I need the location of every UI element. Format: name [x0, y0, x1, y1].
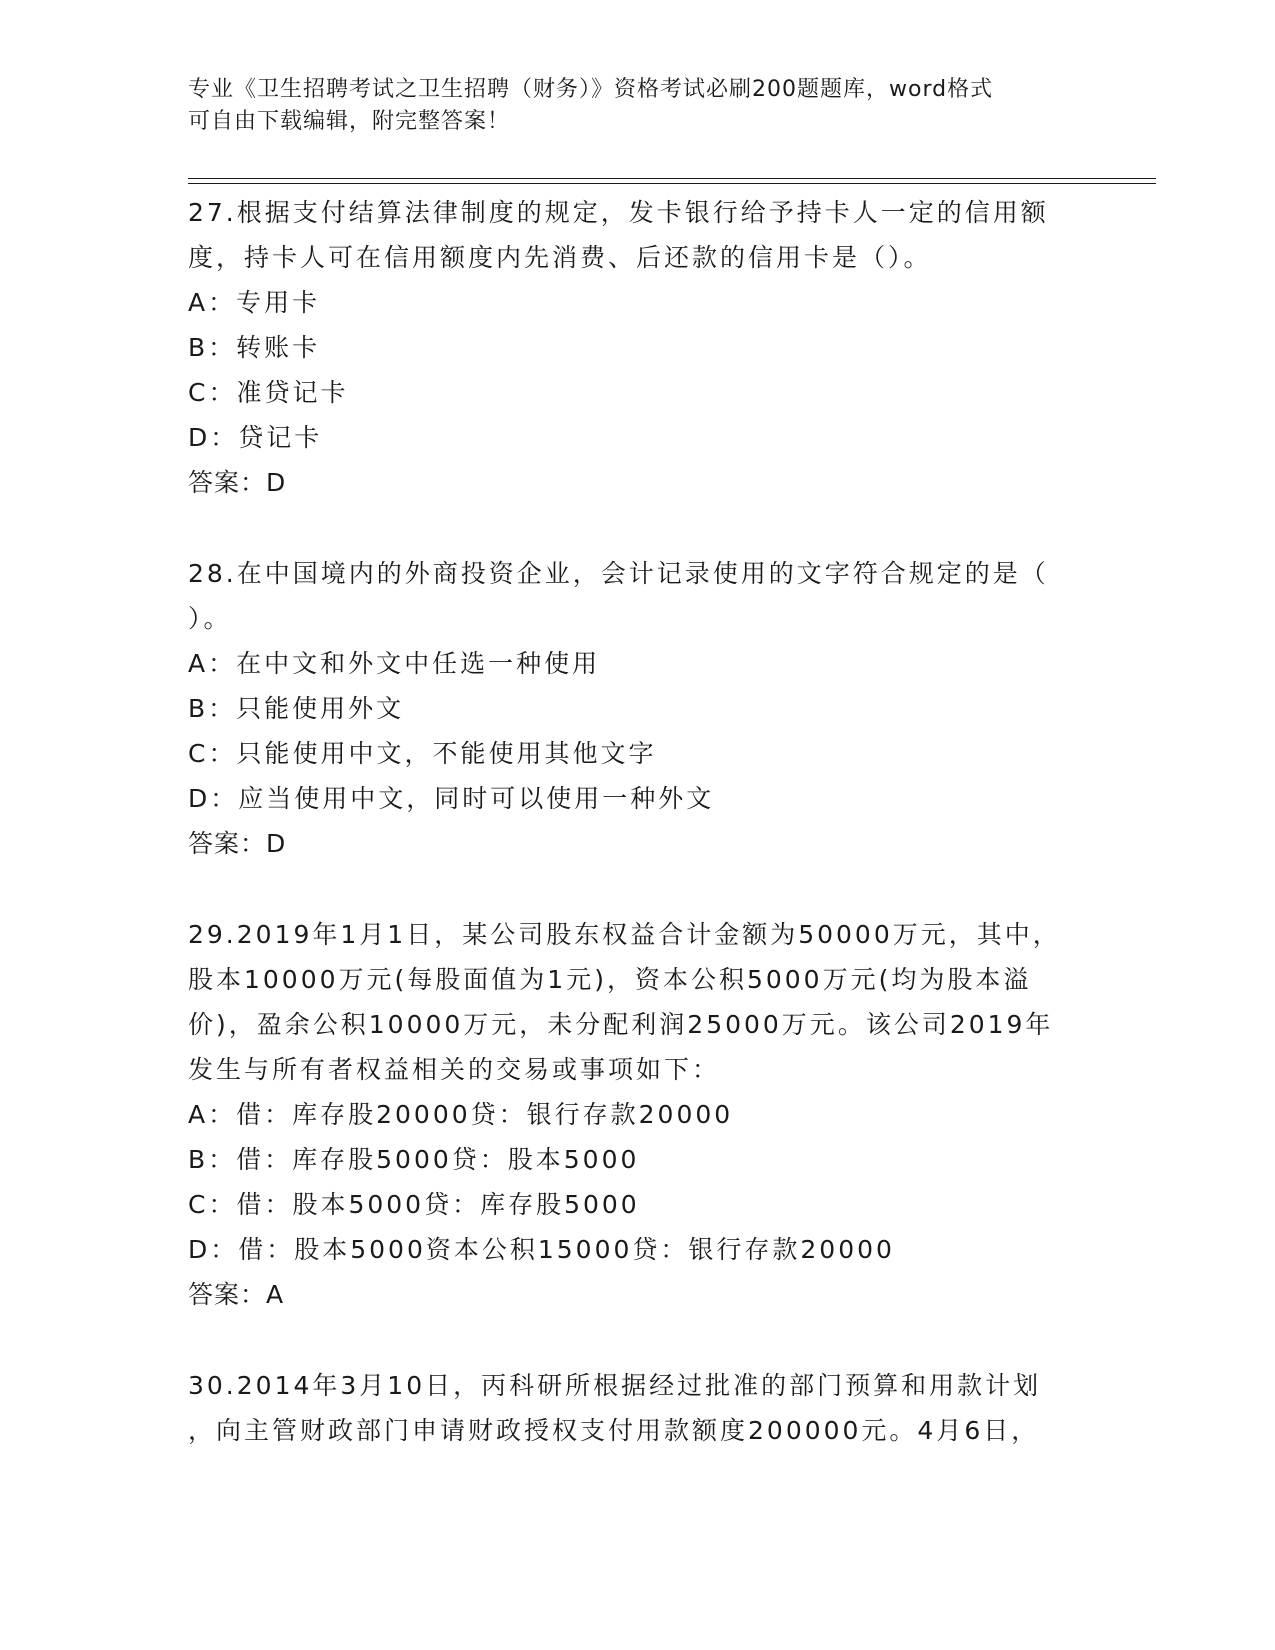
- answer-value: A: [266, 1280, 285, 1309]
- option-c: C：准贷记卡: [188, 378, 349, 407]
- option-c: C：只能使用中文，不能使用其他文字: [188, 739, 657, 768]
- answer-line: [188, 460, 1068, 505]
- answer-label: 答案：: [188, 468, 267, 497]
- stem-line: 度，持卡人可在信用额度内先消费、后还款的信用卡是（）。: [188, 243, 932, 272]
- answer-label: 答案：: [188, 1280, 267, 1309]
- option-d: D：应当使用中文，同时可以使用一种外文: [188, 784, 715, 813]
- option-b: B：借：库存股5000贷：股本5000: [188, 1145, 640, 1174]
- stem-line: 股本10000万元(每股面值为1元)，资本公积5000万元(均为股本溢: [188, 965, 1032, 994]
- header-line-1: 专业《卫生招聘考试之卫生招聘（财务）》资格考试必刷200题题库，word格式: [188, 77, 994, 102]
- question-28: [188, 551, 1068, 866]
- question-stem: [188, 190, 1068, 280]
- option-b: B：只能使用外文: [188, 694, 405, 723]
- option-b: B：转账卡: [188, 333, 321, 362]
- question-30: [188, 1363, 1068, 1453]
- answer-value: D: [266, 468, 287, 497]
- stem-line: 30.2014年3月10日，丙科研所根据经过批准的部门预算和用款计划: [188, 1371, 1042, 1400]
- answer-label: 答案：: [188, 829, 267, 858]
- stem-line: 29.2019年1月1日，某公司股东权益合计金额为50000万元，其中，: [188, 920, 1061, 949]
- question-stem: [188, 1363, 1068, 1453]
- option-c: C：借：股本5000贷：库存股5000: [188, 1190, 640, 1219]
- option-a: A：借：库存股20000贷：银行存款20000: [188, 1100, 734, 1129]
- option-d: D：借：股本5000资本公积15000贷：银行存款20000: [188, 1235, 895, 1264]
- document-header: [188, 74, 1088, 138]
- question-27: [188, 190, 1068, 505]
- stem-line: 28.在中国境内的外商投资企业，会计记录使用的文字符合规定的是（: [188, 559, 1049, 588]
- stem-line: ）。: [188, 604, 232, 633]
- question-stem: [188, 551, 1068, 641]
- question-list: [188, 190, 1068, 1499]
- question-29: [188, 912, 1068, 1317]
- answer-line: [188, 1272, 1068, 1317]
- stem-line: 27.根据支付结算法律制度的规定，发卡银行给予持卡人一定的信用额: [188, 198, 1049, 227]
- answer-line: [188, 821, 1068, 866]
- header-line-2: 可自由下载编辑，附完整答案！: [188, 109, 511, 134]
- stem-line: ，向主管财政部门申请财政授权支付用款额度200000元。4月6日，: [188, 1416, 1040, 1445]
- header-divider-top: [188, 178, 1156, 179]
- option-d: D：贷记卡: [188, 423, 323, 452]
- option-a: A：在中文和外文中任选一种使用: [188, 649, 601, 678]
- option-a: A：专用卡: [188, 288, 321, 317]
- stem-line: 发生与所有者权益相关的交易或事项如下：: [188, 1055, 721, 1084]
- stem-line: 价)，盈余公积10000万元，未分配利润25000万元。该公司2019年: [188, 1010, 1054, 1039]
- question-stem: [188, 912, 1068, 1092]
- header-divider-bottom: [188, 183, 1156, 184]
- answer-value: D: [266, 829, 287, 858]
